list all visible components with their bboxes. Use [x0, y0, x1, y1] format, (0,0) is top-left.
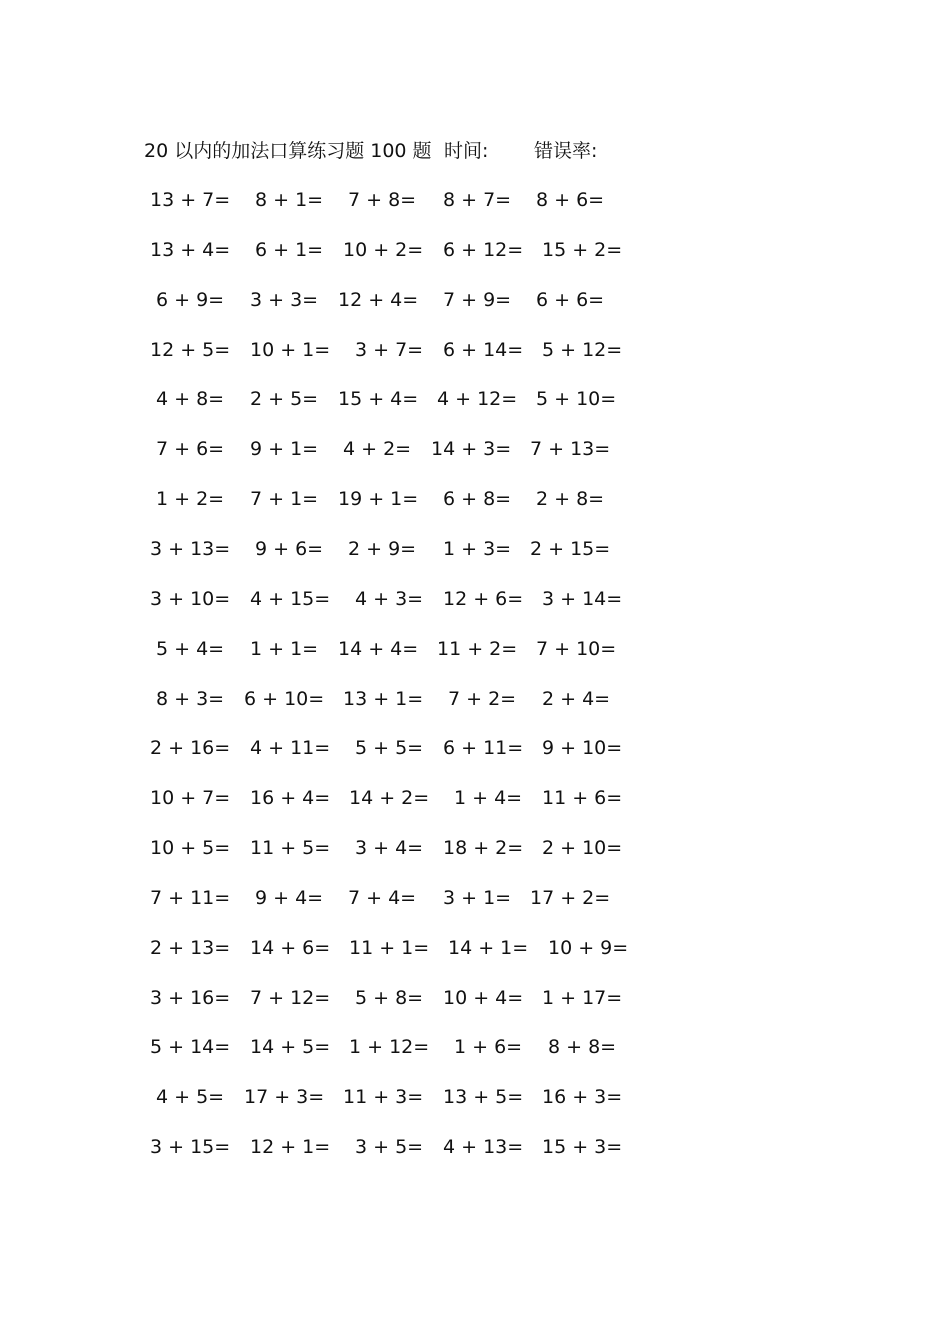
problem-r9-c2: 4 + 15=: [250, 588, 331, 610]
problem-r15-c4: 3 + 1=: [443, 887, 512, 909]
problem-r18-c3: 1 + 12=: [349, 1036, 430, 1058]
problem-r7-c1: 1 + 2=: [156, 488, 225, 510]
problem-r2-c4: 6 + 12=: [443, 239, 524, 261]
problem-r1-c5: 8 + 6=: [536, 189, 605, 211]
problem-r2-c5: 15 + 2=: [542, 239, 623, 261]
problem-r9-c3: 4 + 3=: [355, 588, 424, 610]
problem-r3-c5: 6 + 6=: [536, 289, 605, 311]
problem-r13-c3: 14 + 2=: [349, 787, 430, 809]
time-label: 时间:: [444, 140, 489, 162]
problem-r12-c5: 9 + 10=: [542, 737, 623, 759]
problem-r20-c1: 3 + 15=: [150, 1136, 231, 1158]
problem-r15-c2: 9 + 4=: [255, 887, 324, 909]
problem-r16-c5: 10 + 9=: [548, 937, 629, 959]
problem-r7-c3: 19 + 1=: [338, 488, 419, 510]
problem-r4-c2: 10 + 1=: [250, 339, 331, 361]
problem-r14-c2: 11 + 5=: [250, 837, 331, 859]
problem-r11-c4: 7 + 2=: [448, 688, 517, 710]
problem-r9-c5: 3 + 14=: [542, 588, 623, 610]
problem-r15-c3: 7 + 4=: [348, 887, 417, 909]
problem-r6-c5: 7 + 13=: [530, 438, 611, 460]
problem-r20-c5: 15 + 3=: [542, 1136, 623, 1158]
problem-r8-c3: 2 + 9=: [348, 538, 417, 560]
problem-r6-c1: 7 + 6=: [156, 438, 225, 460]
problem-r10-c5: 7 + 10=: [536, 638, 617, 660]
problem-r3-c2: 3 + 3=: [250, 289, 319, 311]
problem-r7-c4: 6 + 8=: [443, 488, 512, 510]
problem-r4-c1: 12 + 5=: [150, 339, 231, 361]
problem-r16-c1: 2 + 13=: [150, 937, 231, 959]
problem-r10-c3: 14 + 4=: [338, 638, 419, 660]
problem-r5-c5: 5 + 10=: [536, 388, 617, 410]
problem-r3-c4: 7 + 9=: [443, 289, 512, 311]
problem-r5-c3: 15 + 4=: [338, 388, 419, 410]
problem-r1-c1: 13 + 7=: [150, 189, 231, 211]
problem-r4-c4: 6 + 14=: [443, 339, 524, 361]
problem-r14-c5: 2 + 10=: [542, 837, 623, 859]
problem-r11-c2: 6 + 10=: [244, 688, 325, 710]
problem-r4-c5: 5 + 12=: [542, 339, 623, 361]
problem-r11-c1: 8 + 3=: [156, 688, 225, 710]
problem-r16-c4: 14 + 1=: [448, 937, 529, 959]
problem-r13-c1: 10 + 7=: [150, 787, 231, 809]
problem-r5-c1: 4 + 8=: [156, 388, 225, 410]
problem-r15-c1: 7 + 11=: [150, 887, 231, 909]
problem-r7-c5: 2 + 8=: [536, 488, 605, 510]
problem-r9-c1: 3 + 10=: [150, 588, 231, 610]
problem-r20-c4: 4 + 13=: [443, 1136, 524, 1158]
problem-r16-c2: 14 + 6=: [250, 937, 331, 959]
problem-r10-c2: 1 + 1=: [250, 638, 319, 660]
problem-r17-c4: 10 + 4=: [443, 987, 524, 1009]
problem-r17-c2: 7 + 12=: [250, 987, 331, 1009]
problem-r12-c1: 2 + 16=: [150, 737, 231, 759]
problem-r19-c5: 16 + 3=: [542, 1086, 623, 1108]
problem-r12-c4: 6 + 11=: [443, 737, 524, 759]
problem-r18-c1: 5 + 14=: [150, 1036, 231, 1058]
problem-r16-c3: 11 + 1=: [349, 937, 430, 959]
problem-r8-c5: 2 + 15=: [530, 538, 611, 560]
problem-r17-c5: 1 + 17=: [542, 987, 623, 1009]
problem-r3-c1: 6 + 9=: [156, 289, 225, 311]
problem-r19-c2: 17 + 3=: [244, 1086, 325, 1108]
problem-r20-c2: 12 + 1=: [250, 1136, 331, 1158]
problem-r14-c3: 3 + 4=: [355, 837, 424, 859]
problem-r2-c2: 6 + 1=: [255, 239, 324, 261]
problem-r6-c3: 4 + 2=: [343, 438, 412, 460]
problem-r18-c5: 8 + 8=: [548, 1036, 617, 1058]
problem-r19-c1: 4 + 5=: [156, 1086, 225, 1108]
problem-r7-c2: 7 + 1=: [250, 488, 319, 510]
problem-r11-c5: 2 + 4=: [542, 688, 611, 710]
problem-r17-c3: 5 + 8=: [355, 987, 424, 1009]
problem-r14-c1: 10 + 5=: [150, 837, 231, 859]
problem-r9-c4: 12 + 6=: [443, 588, 524, 610]
problem-r2-c3: 10 + 2=: [343, 239, 424, 261]
problem-r19-c4: 13 + 5=: [443, 1086, 524, 1108]
problem-r20-c3: 3 + 5=: [355, 1136, 424, 1158]
problem-r4-c3: 3 + 7=: [355, 339, 424, 361]
problem-r1-c4: 8 + 7=: [443, 189, 512, 211]
worksheet-title: 20 以内的加法口算练习题 100 题: [144, 140, 432, 162]
problem-r10-c4: 11 + 2=: [437, 638, 518, 660]
problem-r1-c2: 8 + 1=: [255, 189, 324, 211]
problem-r14-c4: 18 + 2=: [443, 837, 524, 859]
problem-r5-c4: 4 + 12=: [437, 388, 518, 410]
problem-r1-c3: 7 + 8=: [348, 189, 417, 211]
problem-r11-c3: 13 + 1=: [343, 688, 424, 710]
problem-r17-c1: 3 + 16=: [150, 987, 231, 1009]
problem-r3-c3: 12 + 4=: [338, 289, 419, 311]
problem-r8-c1: 3 + 13=: [150, 538, 231, 560]
problem-r13-c4: 1 + 4=: [454, 787, 523, 809]
problem-r5-c2: 2 + 5=: [250, 388, 319, 410]
error-rate-label: 错误率:: [534, 140, 598, 162]
problem-r12-c2: 4 + 11=: [250, 737, 331, 759]
problem-r12-c3: 5 + 5=: [355, 737, 424, 759]
problem-r10-c1: 5 + 4=: [156, 638, 225, 660]
problem-r6-c2: 9 + 1=: [250, 438, 319, 460]
problem-r18-c4: 1 + 6=: [454, 1036, 523, 1058]
problem-r18-c2: 14 + 5=: [250, 1036, 331, 1058]
problem-r13-c2: 16 + 4=: [250, 787, 331, 809]
problem-r19-c3: 11 + 3=: [343, 1086, 424, 1108]
problem-r8-c4: 1 + 3=: [443, 538, 512, 560]
problem-r13-c5: 11 + 6=: [542, 787, 623, 809]
problem-r8-c2: 9 + 6=: [255, 538, 324, 560]
problem-r6-c4: 14 + 3=: [431, 438, 512, 460]
problem-r15-c5: 17 + 2=: [530, 887, 611, 909]
problem-r2-c1: 13 + 4=: [150, 239, 231, 261]
